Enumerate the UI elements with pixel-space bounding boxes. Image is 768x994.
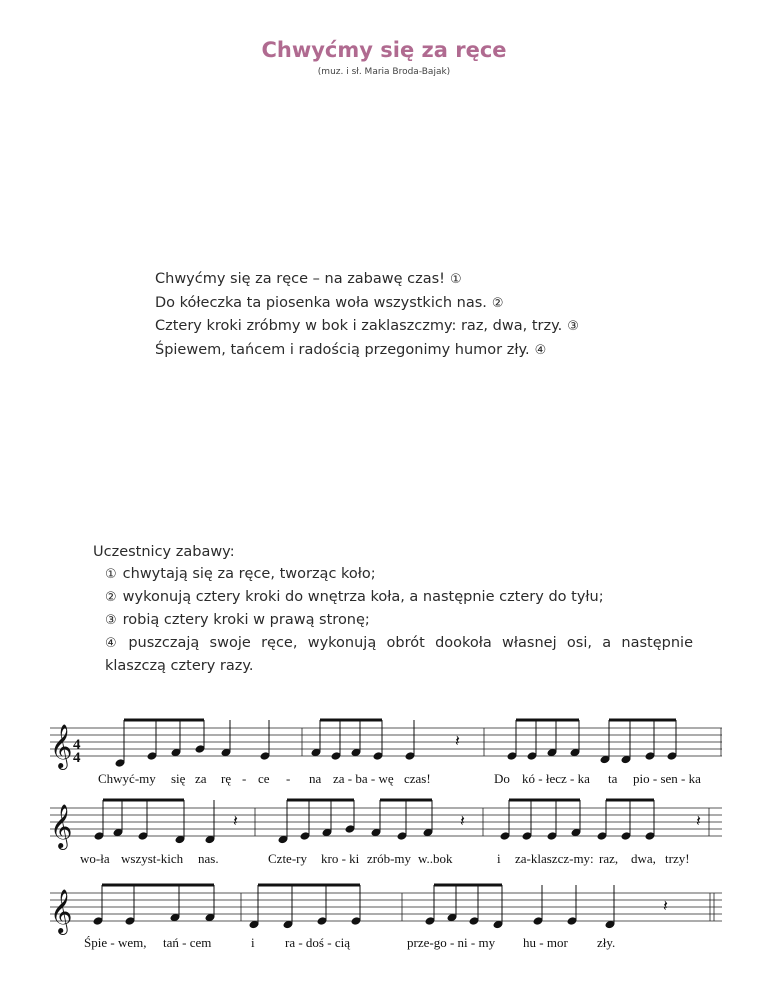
- score-lyric-syllable: tań - cem: [163, 935, 212, 950]
- score-lyric-syllable: ta: [608, 771, 618, 786]
- step-marker: ③: [105, 613, 117, 628]
- score-lyric-syllable: Chwyć-my: [98, 771, 156, 786]
- rest-icon: 𝄽: [663, 896, 668, 915]
- instruction-text: robią cztery kroki w prawą stronę;: [122, 612, 370, 628]
- time-signature: [73, 737, 81, 766]
- score-lyric-syllable: za-klaszcz-my:: [515, 851, 594, 866]
- score-lyric-syllable: -: [286, 771, 291, 786]
- song-lyrics: [155, 268, 579, 362]
- score-lyric-syllable: ce: [258, 771, 270, 786]
- step-marker: ②: [491, 295, 504, 311]
- step-marker: ③: [567, 319, 579, 334]
- score-lyric-syllable: i: [497, 851, 501, 866]
- score-lyric-syllable: w..bok: [418, 851, 453, 866]
- score-lyric-syllable: czas!: [404, 771, 431, 786]
- step-marker: ①: [450, 272, 462, 287]
- score-lyric-syllable: Do: [494, 771, 510, 786]
- step-marker: ①: [105, 567, 117, 582]
- page-subtitle: (muz. i sł. Maria Broda-Bajak): [317, 67, 451, 77]
- score-lyric-syllable: pio - sen - ka: [633, 771, 701, 786]
- instructions-heading: Uczestnicy zabawy:: [93, 544, 235, 560]
- step-marker: ②: [105, 590, 117, 605]
- score-lyric-syllable: trzy!: [665, 851, 690, 866]
- score-lyric-syllable: hu - mor: [523, 935, 568, 950]
- score-lyric-syllable: nas.: [198, 851, 219, 866]
- score-lyric-syllable: się: [171, 771, 186, 786]
- score-lyric-syllable: wo-ła: [80, 851, 110, 866]
- score-lyric-syllable: kro - ki: [321, 851, 360, 866]
- score-lyric-syllable: na: [309, 771, 322, 786]
- step-marker: ④: [105, 636, 123, 651]
- score-lyric-syllable: prze-go - ni - my: [407, 935, 496, 950]
- instruction-text: wykonują cztery kroki do wnętrza koła, a następnie cztery do tyłu;: [122, 589, 604, 605]
- rest-icon: 𝄽: [233, 811, 238, 830]
- score-lyric-syllable: za - ba - wę: [333, 771, 394, 786]
- rest-icon: 𝄽: [696, 811, 701, 830]
- score-lyric-syllable: Śpie - wem,: [84, 935, 147, 950]
- lyric-line-3: [155, 315, 579, 339]
- lyric-text: Do kółeczka ta piosenka woła wszystkich nas.: [155, 294, 487, 311]
- lyric-line-2: [155, 292, 579, 316]
- score-lyric-syllable: za: [195, 771, 207, 786]
- rest-icon: 𝄽: [455, 731, 460, 750]
- rest-icon: 𝄽: [460, 811, 465, 830]
- score-lyric-syllable: Czte-ry: [268, 851, 307, 866]
- score-lyric-syllable: zrób-my: [367, 851, 412, 866]
- instruction-item-4: [93, 632, 693, 677]
- game-instructions: [93, 541, 693, 677]
- score-lyric-syllable: raz,: [599, 851, 619, 866]
- time-signature-bottom: 4: [73, 750, 81, 766]
- score-lyric-syllable: kó - łecz - ka: [522, 771, 590, 786]
- instruction-text: chwytają się za ręce, tworząc koło;: [122, 566, 376, 582]
- instruction-item-1: [93, 563, 693, 586]
- step-marker: ④: [534, 342, 547, 358]
- score-lyric-syllable: ra - doś - cią: [285, 935, 350, 950]
- score-lyric-syllable: -: [242, 771, 247, 786]
- lyric-line-4: [155, 339, 579, 363]
- instruction-item-3: [93, 609, 693, 632]
- lyric-line-1: [155, 268, 579, 292]
- treble-clef-icon: 𝄞: [50, 804, 73, 848]
- lyric-text: Śpiewem, tańcem i radością przegonimy humor zły.: [155, 341, 530, 358]
- treble-clef-icon: 𝄞: [50, 724, 73, 768]
- score-lyric-syllable: i: [251, 935, 255, 950]
- score-lyric-syllable: wszyst-kich: [121, 851, 184, 866]
- score-lyric-syllable: rę: [221, 771, 232, 786]
- instruction-item-2: [93, 586, 693, 609]
- lyric-text: Cztery kroki zróbmy w bok i zaklaszczmy: raz, dwa, trzy.: [155, 318, 563, 334]
- treble-clef-icon: 𝄞: [50, 889, 73, 933]
- instruction-text: puszczają swoje ręce, wykonują obrót dookoła własnej osi, a następnie klaszczą cztery razy.: [105, 635, 693, 674]
- music-score: [0, 690, 768, 990]
- score-lyric-syllable: zły.: [597, 935, 616, 950]
- time-signature-top: 4: [73, 737, 81, 753]
- score-lyric-syllable: dwa,: [631, 851, 656, 866]
- lyric-text: Chwyćmy się za ręce – na zabawę czas!: [155, 271, 445, 287]
- page-title: Chwyćmy się za ręce: [261, 38, 507, 62]
